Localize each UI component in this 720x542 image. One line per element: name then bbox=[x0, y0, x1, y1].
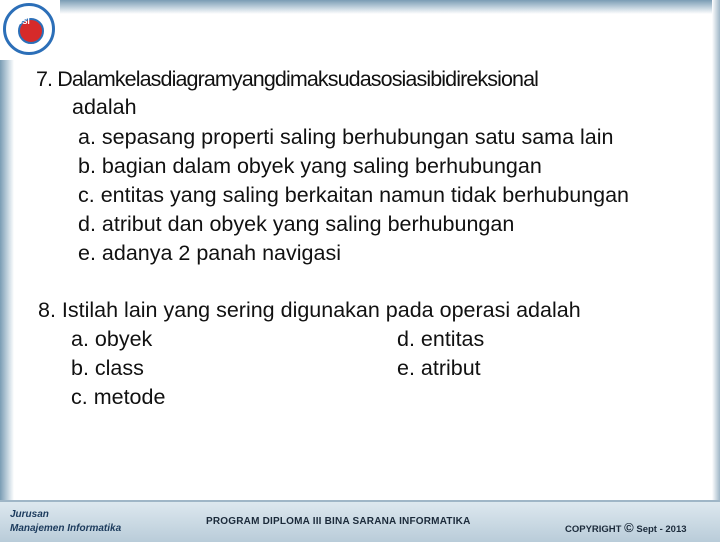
question-7-stem-continued: adalah bbox=[72, 95, 137, 119]
footer-program-title: PROGRAM DIPLOMA III BINA SARANA INFORMATIKA bbox=[206, 516, 471, 527]
copyright-icon: © bbox=[624, 520, 634, 535]
question-7-option-c: c. entitas yang saling berkaitan namun tidak berhubungan bbox=[78, 183, 630, 207]
question-8-stem: 8. Istilah lain yang sering digunakan pada operasi adalah bbox=[38, 298, 581, 322]
logo-text: BSI bbox=[16, 17, 30, 26]
question-8-option-e: e. atribut bbox=[397, 356, 481, 380]
question-7-option-e: e. adanya 2 panah navigasi bbox=[78, 241, 341, 265]
question-7-stem: 7. Dalamkelasdiagramyangdimaksudasosiasibidireksional bbox=[36, 67, 539, 91]
question-8-option-a: a. obyek bbox=[71, 327, 153, 351]
question-8-option-c: c. metode bbox=[71, 385, 166, 409]
question-8-option-b: b. class bbox=[71, 356, 144, 380]
footer-department-line1: Jurusan bbox=[10, 509, 49, 520]
footer-bar bbox=[0, 500, 720, 542]
copyright-date: Sept - 2013 bbox=[636, 524, 687, 535]
footer-department bbox=[10, 508, 121, 536]
copyright-label: COPYRIGHT bbox=[565, 524, 622, 535]
question-7-option-b: b. bagian dalam obyek yang saling berhubungan bbox=[78, 154, 542, 178]
footer-copyright bbox=[565, 520, 687, 535]
footer-department-line2: Manajemen Informatika bbox=[10, 523, 122, 534]
question-7-option-a: a. sepasang properti saling berhubungan satu sama lain bbox=[78, 125, 614, 149]
question-7-option-d: d. atribut dan obyek yang saling berhubungan bbox=[78, 212, 515, 236]
question-8-option-d: d. entitas bbox=[397, 327, 485, 351]
